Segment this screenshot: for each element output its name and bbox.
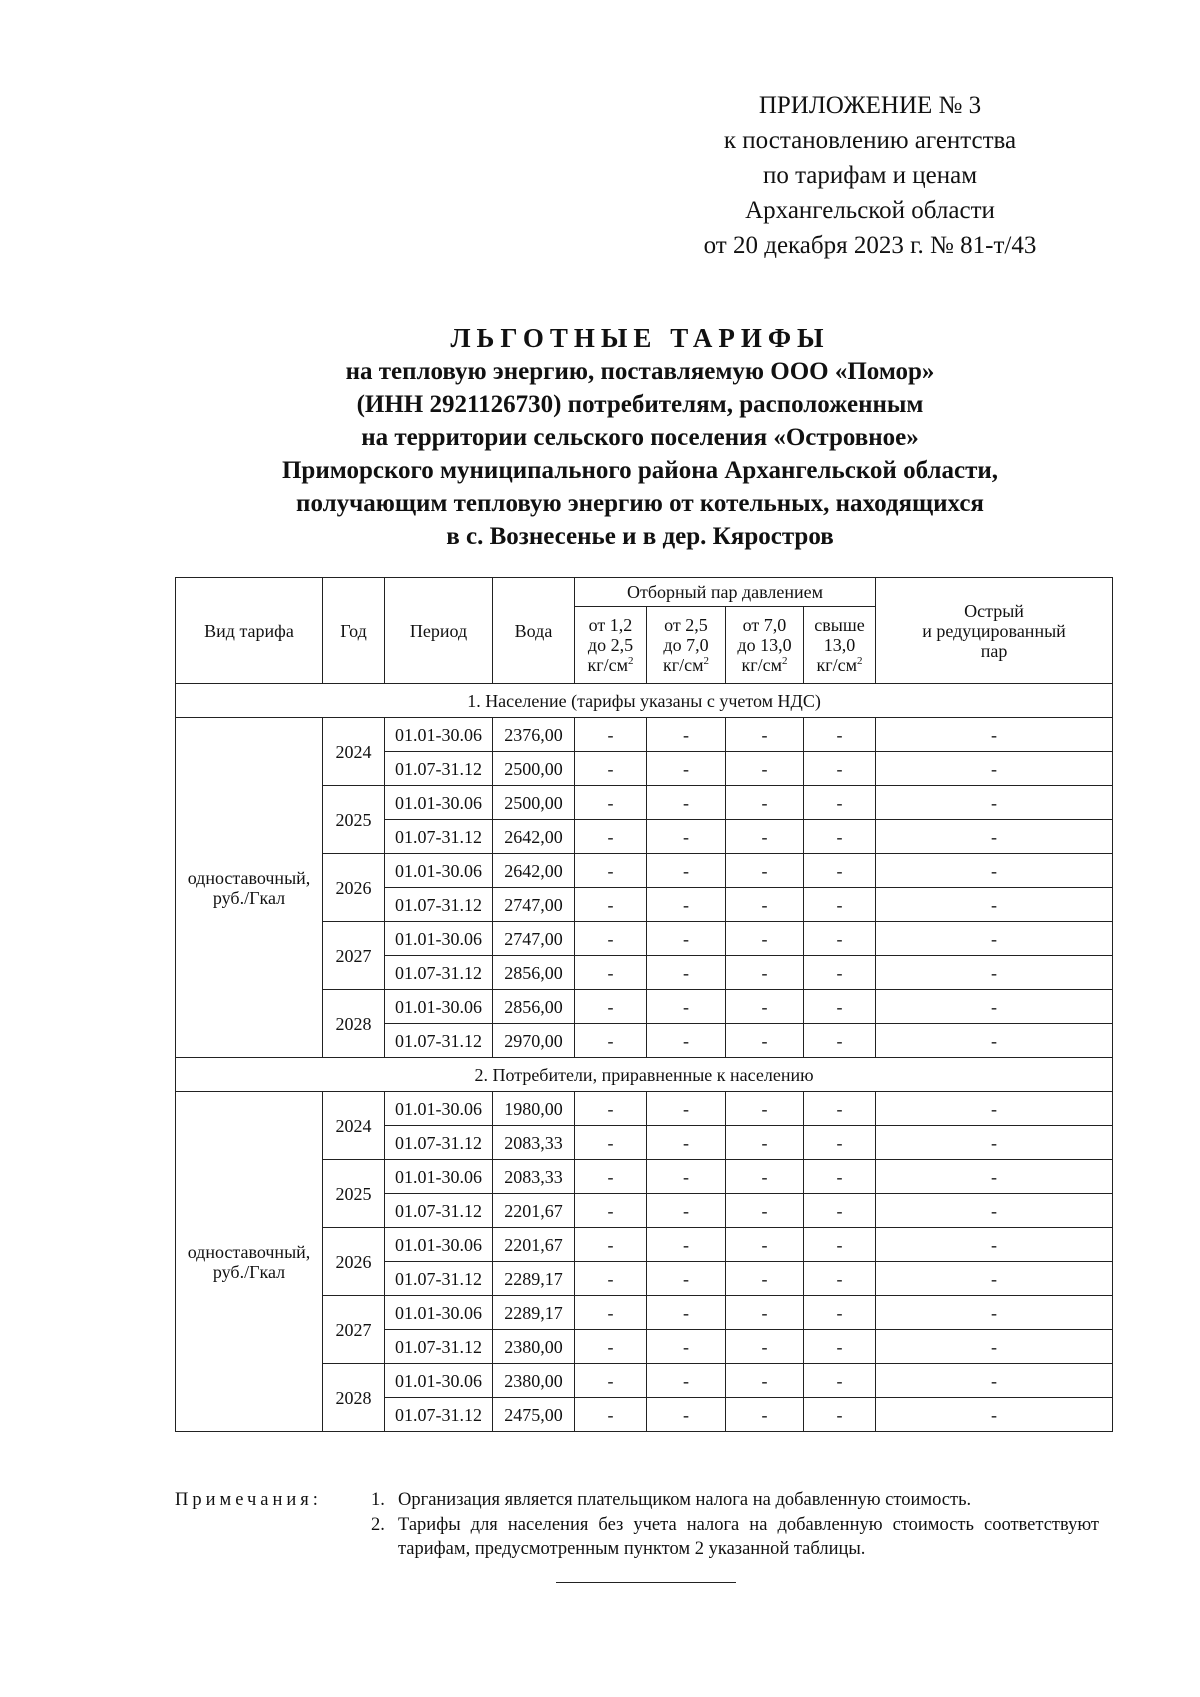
water-value: 2500,00 [493,786,575,820]
header-steam-1 [575,607,647,684]
sharp-steam-value: - [876,854,1113,888]
steam-4-value: - [804,854,876,888]
water-value: 2747,00 [493,922,575,956]
header-sharp-steam [876,578,1113,684]
header-steam-unit-wrap [577,655,644,675]
steam-1-value: - [575,718,647,752]
header-water: Вода [493,578,575,684]
steam-4-value: - [804,1364,876,1398]
steam-4-value: - [804,752,876,786]
year-cell: 2027 [323,1296,385,1364]
steam-1-value: - [575,1228,647,1262]
header-steam-2 [647,607,726,684]
water-value: 2475,00 [493,1398,575,1432]
steam-4-value: - [804,1092,876,1126]
steam-3-value: - [726,1194,804,1228]
section-header-row [176,1058,1113,1092]
appendix-header [660,88,1080,263]
sharp-steam-value: - [876,1296,1113,1330]
sharp-steam-value: - [876,990,1113,1024]
steam-3-value: - [726,1364,804,1398]
steam-4-value: - [804,1398,876,1432]
notes-label: Примечания: [175,1490,322,1510]
sharp-steam-value: - [876,1398,1113,1432]
header-steam-unit: кг/см [741,655,782,675]
sharp-steam-value: - [876,1364,1113,1398]
header-steam-from: от 2,5 [664,615,708,635]
closing-rule [556,1582,736,1583]
sharp-steam-value: - [876,752,1113,786]
steam-4-value: - [804,990,876,1024]
steam-2-value: - [647,820,726,854]
water-value: 2642,00 [493,820,575,854]
steam-2-value: - [647,922,726,956]
water-value: 2970,00 [493,1024,575,1058]
period-cell: 01.07-31.12 [385,1126,493,1160]
appendix-line: по тарифам и ценам [762,162,978,189]
water-value: 2376,00 [493,718,575,752]
header-steam-unit-wrap [806,655,873,675]
steam-1-value: - [575,1024,647,1058]
note-item [371,1488,1099,1512]
steam-2-value: - [647,888,726,922]
steam-1-value: - [575,888,647,922]
steam-2-value: - [647,1194,726,1228]
period-cell: 01.01-30.06 [385,854,493,888]
steam-2-value: - [647,1228,726,1262]
header-steam-from: от 7,0 [742,615,787,635]
steam-4-value: - [804,1194,876,1228]
table-body [176,684,1113,1432]
steam-2-value: - [647,752,726,786]
year-cell: 2024 [323,1092,385,1160]
steam-1-value: - [575,956,647,990]
tariff-type-line: одноставочный, [187,1241,311,1262]
header-steam-4 [804,607,876,684]
steam-4-value: - [804,888,876,922]
header-steam-exp: 2 [703,655,709,667]
header-steam-unit-wrap [649,655,723,675]
sharp-steam-value: - [876,1262,1113,1296]
steam-4-value: - [804,922,876,956]
period-cell: 01.01-30.06 [385,718,493,752]
section-title: 2. Потребители, приравненные к населению [176,1058,1113,1092]
period-cell: 01.01-30.06 [385,1160,493,1194]
header-sharp-line: пар [980,640,1008,661]
steam-1-value: - [575,1194,647,1228]
sharp-steam-value: - [876,1126,1113,1160]
steam-1-value: - [575,922,647,956]
header-steam-exp: 2 [628,655,634,667]
steam-4-value: - [804,786,876,820]
steam-3-value: - [726,786,804,820]
steam-3-value: - [726,1330,804,1364]
steam-4-value: - [804,1126,876,1160]
year-cell: 2025 [323,1160,385,1228]
table-row [176,1092,1113,1126]
tariff-table [175,577,1113,1432]
steam-2-value: - [647,1024,726,1058]
section-title: 1. Население (тарифы указаны с учетом НДС) [176,684,1113,718]
water-value: 2083,33 [493,1126,575,1160]
steam-3-value: - [726,1398,804,1432]
tariff-type-line: руб./Гкал [212,887,286,908]
steam-2-value: - [647,786,726,820]
water-value: 2289,17 [493,1262,575,1296]
steam-4-value: - [804,1330,876,1364]
water-value: 2856,00 [493,990,575,1024]
steam-2-value: - [647,990,726,1024]
steam-4-value: - [804,820,876,854]
steam-3-value: - [726,888,804,922]
year-cell: 2024 [323,718,385,786]
title-line: в с. Вознесенье и в дер. Кяростров [446,523,834,550]
year-cell: 2026 [323,854,385,922]
section-header-row [176,684,1113,718]
water-value: 2289,17 [493,1296,575,1330]
header-steam-exp: 2 [782,655,788,667]
steam-1-value: - [575,1330,647,1364]
header-steam-3 [726,607,804,684]
steam-3-value: - [726,922,804,956]
steam-1-value: - [575,1398,647,1432]
steam-3-value: - [726,990,804,1024]
water-value: 2856,00 [493,956,575,990]
steam-3-value: - [726,1262,804,1296]
steam-2-value: - [647,956,726,990]
sharp-steam-value: - [876,922,1113,956]
steam-4-value: - [804,1296,876,1330]
steam-1-value: - [575,990,647,1024]
title-heading: ЛЬГОТНЫЕ ТАРИФЫ [450,323,830,353]
steam-2-value: - [647,718,726,752]
header-steam-to: 13,0 [823,635,856,655]
header-steam-unit: кг/см [587,655,628,675]
steam-2-value: - [647,1262,726,1296]
year-cell: 2028 [323,990,385,1058]
steam-2-value: - [647,1126,726,1160]
appendix-line: к постановлению агентства [723,127,1017,154]
water-value: 1980,00 [493,1092,575,1126]
header-steam-to: до 7,0 [663,635,709,655]
water-value: 2747,00 [493,888,575,922]
header-sharp-line: Острый [964,600,1024,621]
steam-1-value: - [575,1092,647,1126]
steam-3-value: - [726,854,804,888]
header-steam-exp: 2 [857,655,863,667]
year-cell: 2027 [323,922,385,990]
note-number: 1. [371,1490,385,1510]
water-value: 2500,00 [493,752,575,786]
period-cell: 01.07-31.12 [385,888,493,922]
steam-1-value: - [575,752,647,786]
period-cell: 01.01-30.06 [385,1364,493,1398]
period-cell: 01.07-31.12 [385,1262,493,1296]
year-cell: 2028 [323,1364,385,1432]
tariff-type-cell [176,718,323,1058]
steam-1-value: - [575,1296,647,1330]
steam-4-value: - [804,1024,876,1058]
sharp-steam-value: - [876,718,1113,752]
tariff-type-line: руб./Гкал [212,1261,286,1282]
period-cell: 01.01-30.06 [385,786,493,820]
sharp-steam-value: - [876,1024,1113,1058]
header-steam-unit: кг/см [816,655,858,675]
appendix-line: Архангельской области [745,197,995,224]
steam-4-value: - [804,1228,876,1262]
period-cell: 01.07-31.12 [385,1194,493,1228]
steam-4-value: - [804,956,876,990]
steam-3-value: - [726,1024,804,1058]
water-value: 2380,00 [493,1364,575,1398]
header-steam-from: от 1,2 [588,615,633,635]
steam-4-value: - [804,1262,876,1296]
sharp-steam-value: - [876,1228,1113,1262]
steam-3-value: - [726,1228,804,1262]
steam-2-value: - [647,1398,726,1432]
steam-3-value: - [726,1160,804,1194]
period-cell: 01.01-30.06 [385,922,493,956]
header-steam-from: свыше [814,615,865,635]
steam-1-value: - [575,854,647,888]
water-value: 2201,67 [493,1228,575,1262]
note-text: Организация является плательщиком налога на добавленную стоимость. [398,1490,972,1510]
sharp-steam-value: - [876,1194,1113,1228]
title-line: (ИНН 2921126730) потребителям, расположенным [356,391,924,418]
document-title [170,322,1110,553]
steam-3-value: - [726,752,804,786]
sharp-steam-value: - [876,1330,1113,1364]
steam-1-value: - [575,1262,647,1296]
sharp-steam-value: - [876,956,1113,990]
appendix-line: ПРИЛОЖЕНИЕ № 3 [758,92,982,119]
steam-1-value: - [575,1160,647,1194]
water-value: 2380,00 [493,1330,575,1364]
title-line: получающим тепловую энергию от котельных, находящихся [296,490,984,517]
period-cell: 01.07-31.12 [385,956,493,990]
notes-list [371,1488,1099,1562]
sharp-steam-value: - [876,1160,1113,1194]
steam-3-value: - [726,1126,804,1160]
steam-2-value: - [647,1330,726,1364]
water-value: 2083,33 [493,1160,575,1194]
sharp-steam-value: - [876,786,1113,820]
steam-1-value: - [575,1364,647,1398]
header-period: Период [385,578,493,684]
title-line: на тепловую энергию, поставляемую ООО «Помор» [345,358,935,385]
steam-4-value: - [804,718,876,752]
header-steam-to: до 13,0 [737,635,792,655]
steam-2-value: - [647,1160,726,1194]
steam-3-value: - [726,1296,804,1330]
steam-1-value: - [575,786,647,820]
steam-1-value: - [575,820,647,854]
steam-2-value: - [647,1364,726,1398]
steam-1-value: - [575,1126,647,1160]
header-steam-unit: кг/см [662,655,704,675]
sharp-steam-value: - [876,888,1113,922]
water-value: 2201,67 [493,1194,575,1228]
year-cell: 2026 [323,1228,385,1296]
water-value: 2642,00 [493,854,575,888]
steam-2-value: - [647,854,726,888]
title-line: Приморского муниципального района Архангельской области, [281,457,999,484]
period-cell: 01.01-30.06 [385,1296,493,1330]
period-cell: 01.07-31.12 [385,820,493,854]
steam-3-value: - [726,820,804,854]
period-cell: 01.07-31.12 [385,1024,493,1058]
steam-3-value: - [726,1092,804,1126]
steam-2-value: - [647,1296,726,1330]
period-cell: 01.07-31.12 [385,1330,493,1364]
steam-4-value: - [804,1160,876,1194]
note-number: 2. [371,1515,385,1535]
sharp-steam-value: - [876,1092,1113,1126]
year-cell: 2025 [323,786,385,854]
note-item [371,1513,1099,1561]
header-steam-unit-wrap [728,655,801,675]
tariff-type-cell [176,1092,323,1432]
steam-3-value: - [726,718,804,752]
sharp-steam-value: - [876,820,1113,854]
period-cell: 01.01-30.06 [385,990,493,1024]
period-cell: 01.07-31.12 [385,752,493,786]
appendix-line: от 20 декабря 2023 г. № 81-т/43 [703,232,1037,259]
tariff-type-line: одноставочный, [187,867,311,888]
period-cell: 01.01-30.06 [385,1228,493,1262]
note-text: Тарифы для населения без учета налога на добавленную стоимость соответствуют тарифам, предусмотренным пунктом 2 указанной таблицы. [398,1515,1099,1559]
header-steam-group: Отборный пар давлением [575,578,876,607]
table-row [176,718,1113,752]
header-year: Год [323,578,385,684]
steam-2-value: - [647,1092,726,1126]
steam-3-value: - [726,956,804,990]
title-line: на территории сельского поселения «Островное» [361,424,919,451]
period-cell: 01.07-31.12 [385,1398,493,1432]
header-steam-to: до 2,5 [587,635,634,655]
header-tariff-type: Вид тарифа [176,578,323,684]
period-cell: 01.01-30.06 [385,1092,493,1126]
header-sharp-line: и редуцированный [922,620,1066,641]
